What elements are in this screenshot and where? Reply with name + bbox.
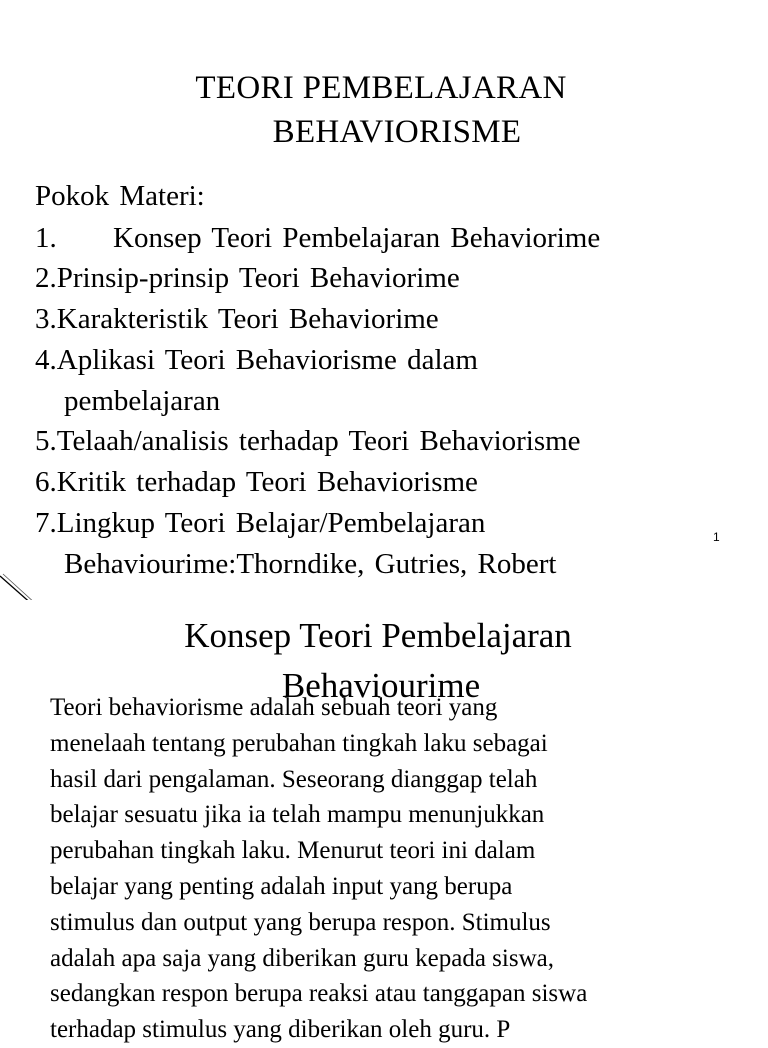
paragraph-line: hasil dari pengalaman. Seseorang dianggap telah	[50, 765, 538, 793]
paragraph-line: sedangkan respon berupa reaksi atau tanggapan siswa	[50, 980, 588, 1008]
paragraph-line: belajar sesuatu jika ia telah mampu menunjukkan	[50, 801, 545, 829]
topics-label: Pokok Materi:	[35, 180, 205, 212]
topic-item-5	[35, 421, 581, 461]
topic-text: Behaviourime:Thorndike, Gutries, Robert	[64, 548, 557, 580]
slide-title-line-2: BEHAVIORISME	[272, 114, 522, 150]
topic-item-7	[35, 503, 485, 543]
body-paragraph	[50, 690, 730, 1048]
topic-number: 3.	[35, 303, 57, 335]
topic-number: 5.	[35, 425, 57, 457]
topic-item-3	[35, 299, 439, 339]
topic-text: Aplikasi Teori Behaviorisme dalam	[56, 344, 478, 376]
topic-number: 7.	[35, 507, 57, 539]
page-number: 1	[713, 530, 720, 544]
topic-text: Karakteristik Teori Behaviorime	[56, 303, 439, 335]
slide-title-line-1: TEORI PEMBELAJARAN	[195, 70, 567, 106]
section-title-line-1: Konsep Teori Pembelajaran	[184, 616, 572, 655]
topic-number: 2.	[35, 262, 57, 294]
topic-number: 4.	[35, 344, 57, 376]
paragraph-line: perubahan tingkah laku. Menurut teori ini dalam	[50, 837, 536, 865]
paragraph-line: belajar yang penting adalah input yang berupa	[50, 872, 513, 900]
topic-item-2	[35, 258, 460, 298]
topic-item-4-continued	[64, 381, 220, 421]
topic-text: Prinsip-prinsip Teori Behaviorime	[56, 262, 460, 294]
topic-item-6	[35, 462, 478, 502]
topic-item-7-continued	[64, 544, 556, 584]
paragraph-line: menelaah tentang perubahan tingkah laku sebagai	[50, 729, 548, 757]
paragraph-line: Teori behaviorisme adalah sebuah teori yang	[50, 694, 498, 721]
paragraph-line: terhadap stimulus yang diberikan oleh guru. P	[50, 1016, 511, 1044]
topic-text: Telaah/analisis terhadap Teori Behaviorisme	[56, 425, 581, 457]
paragraph-line: stimulus dan output yang berupa respon. Stimulus	[50, 908, 551, 936]
section-title-line-2: Behaviourime	[281, 666, 481, 705]
topic-item-4	[35, 340, 478, 380]
paragraph-line: adalah apa saja yang diberikan guru kepada siswa,	[50, 944, 554, 972]
slide-corner-mark	[0, 570, 40, 600]
topic-text: Konsep Teori Pembelajaran Behaviorime	[113, 222, 601, 254]
topic-text: Kritik terhadap Teori Behaviorisme	[56, 466, 478, 498]
topic-item-1	[35, 218, 600, 258]
topic-text: pembelajaran	[64, 385, 221, 417]
topic-number: 1.	[35, 222, 57, 254]
topic-text: Lingkup Teori Belajar/Pembelajaran	[56, 507, 486, 539]
topic-number: 6.	[35, 466, 57, 498]
